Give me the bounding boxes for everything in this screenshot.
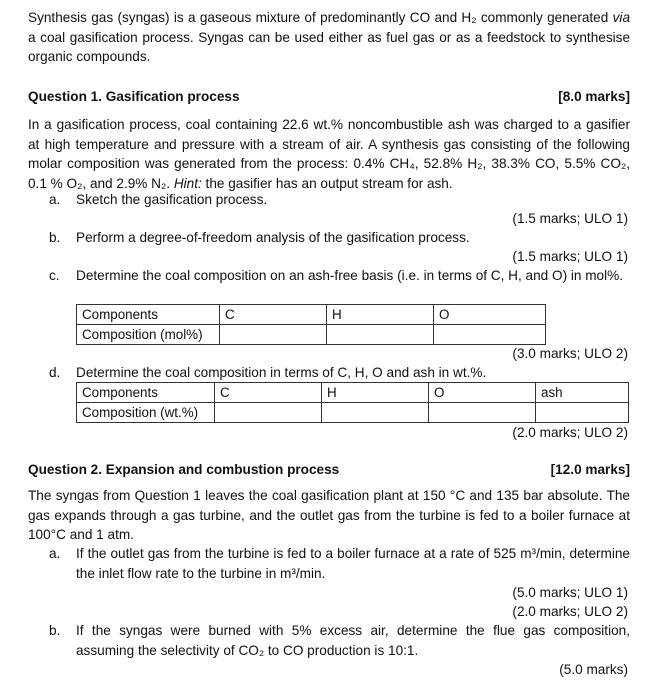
intro-text-line1: Synthesis gas (syngas) is a gaseous mixture of predominantly CO and H₂ commonly generated bbox=[28, 10, 609, 25]
q1-hint-label: Hint: bbox=[173, 175, 202, 191]
table-d-header-cell: Components bbox=[77, 383, 215, 403]
q1-marks: [8.0 marks] bbox=[558, 89, 630, 104]
q1-part-c bbox=[49, 266, 630, 286]
q1-body bbox=[28, 115, 630, 193]
q1-part-b bbox=[49, 228, 630, 248]
table-d-header-cell: H bbox=[322, 383, 429, 403]
table-c-cell bbox=[327, 325, 434, 345]
q1-part-a-marks: (1.5 marks; ULO 1) bbox=[512, 211, 628, 226]
q1-text: In a gasification process, coal containing 22.6 wt.% noncombustible ash was charged to a gasifier at high temperature and pressure with a stream of air. A synthesis gas consisting of the following molar composition was generated from the process: 0.4% CH₄, 52.8% H₂, 38.3% CO, 5.5% CO₂, 0.1 % O₂, and 2.9% N₂. bbox=[28, 117, 630, 191]
q2-part-a-marks-1: (5.0 marks; ULO 1) bbox=[512, 585, 628, 600]
table-c-cell bbox=[434, 325, 546, 345]
q2-part-b-marks: (5.0 marks) bbox=[559, 662, 628, 677]
q1-part-d bbox=[49, 363, 630, 383]
q1-header bbox=[28, 87, 630, 107]
q1-hint-text: the gasifier has an output stream for ash. bbox=[201, 175, 453, 191]
intro-via: via bbox=[612, 10, 631, 25]
q1-part-b-marks: (1.5 marks; ULO 1) bbox=[512, 249, 628, 264]
q2-header bbox=[28, 460, 630, 480]
table-d-header-cell: ash bbox=[536, 383, 629, 403]
table-d-header-cell: O bbox=[429, 383, 536, 403]
q1-part-c-marks: (3.0 marks; ULO 2) bbox=[512, 346, 628, 361]
q2-marks: [12.0 marks] bbox=[550, 462, 630, 477]
q2-part-a-text: If the outlet gas from the turbine is fed to a boiler furnace at a rate of 525 m³/min, determine the inlet flow rate to the turbine in m³/min. bbox=[76, 546, 630, 581]
table-d-cell bbox=[536, 403, 629, 423]
table-c-cell bbox=[220, 325, 327, 345]
table-d-header-cell: C bbox=[215, 383, 322, 403]
table-d-cell bbox=[215, 403, 322, 423]
q1-part-d-text: Determine the coal composition in terms of C, H, O and ash in wt.%. bbox=[76, 365, 487, 380]
table-c-header-cell: H bbox=[327, 305, 434, 325]
q1-part-c-text: Determine the coal composition on an ash-free basis (i.e. in terms of C, H, and O) in mol%. bbox=[76, 268, 624, 283]
q2-part-b-text: If the syngas were burned with 5% excess air, determine the flue gas composition, assuming the selectivity of CO₂ to CO production is 10:1. bbox=[76, 623, 630, 658]
q2-part-a-marks-2: (2.0 marks; ULO 2) bbox=[512, 604, 628, 619]
table-c-header-cell: O bbox=[434, 305, 546, 325]
q1-title: Question 1. Gasification process bbox=[28, 89, 240, 104]
q2-body: The syngas from Question 1 leaves the coal gasification plant at 150 °C and 135 bar absolute. The gas expands through a gas turbine, and the outlet gas from the turbine is fed to a boiler furnace at 100°C and 1 atm. bbox=[28, 488, 630, 542]
q1-part-d-label: d. bbox=[49, 365, 61, 380]
table-c-row-label: Composition (mol%) bbox=[77, 325, 220, 345]
q1-part-b-label: b. bbox=[49, 230, 61, 245]
table-c-header-cell: C bbox=[220, 305, 327, 325]
table-d-cell bbox=[429, 403, 536, 423]
q1-part-a-label: a. bbox=[49, 192, 61, 207]
q1-part-a bbox=[49, 190, 630, 210]
q1-part-d-marks: (2.0 marks; ULO 2) bbox=[512, 425, 628, 440]
q2-part-a-label: a. bbox=[49, 546, 61, 561]
intro-text-rest: a coal gasification process. Syngas can be used either as fuel gas or as a feedstock to synthesise organic compounds. bbox=[28, 29, 630, 64]
table-d-header-row bbox=[77, 383, 629, 403]
table-c bbox=[76, 304, 546, 345]
intro-paragraph bbox=[28, 8, 630, 67]
q1-part-a-text: Sketch the gasification process. bbox=[76, 192, 268, 207]
table-c-data-row bbox=[77, 325, 546, 345]
q1-part-b-text: Perform a degree-of-freedom analysis of the gasification process. bbox=[76, 230, 470, 245]
q2-part-a bbox=[49, 544, 630, 583]
q1-part-c-label: c. bbox=[49, 268, 60, 283]
table-d bbox=[76, 382, 629, 423]
table-d-row-label: Composition (wt.%) bbox=[77, 403, 215, 423]
q2-part-b bbox=[49, 621, 630, 660]
q2-part-b-label: b. bbox=[49, 623, 61, 638]
table-d-cell bbox=[322, 403, 429, 423]
table-d-data-row bbox=[77, 403, 629, 423]
q2-title: Question 2. Expansion and combustion process bbox=[28, 462, 340, 477]
table-c-header-cell: Components bbox=[77, 305, 220, 325]
table-c-header-row bbox=[77, 305, 546, 325]
